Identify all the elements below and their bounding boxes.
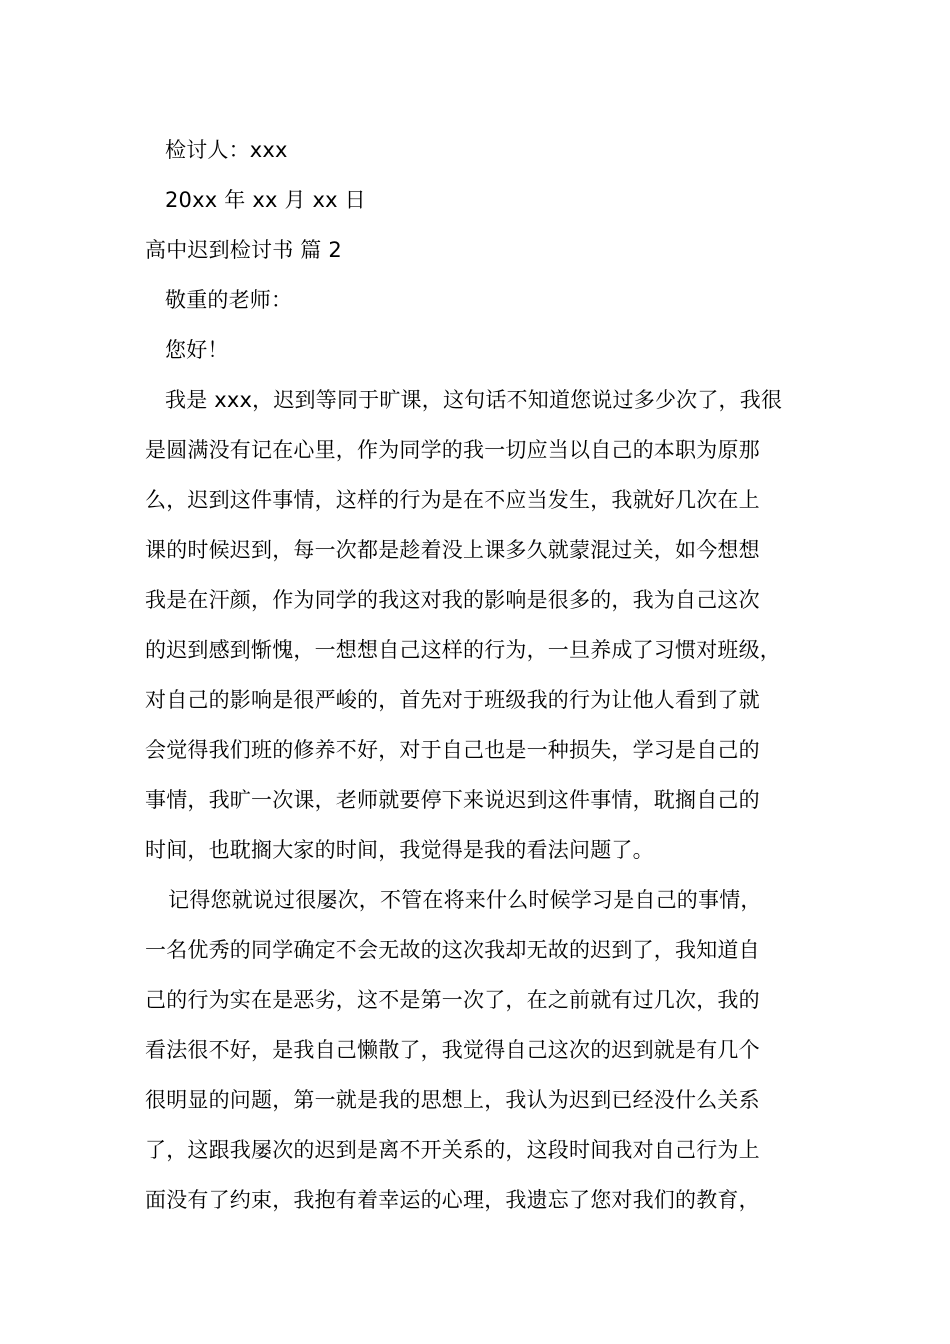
- paragraph-line: 课的时候迟到，每一次都是趁着没上课多久就蒙混过关，如今想想: [145, 538, 760, 562]
- paragraph-line: 是圆满没有记在心里，作为同学的我一切应当以自己的本职为原那: [145, 438, 760, 462]
- paragraph-line: 看法很不好，是我自己懒散了，我觉得自己这次的迟到就是有几个: [145, 1038, 760, 1062]
- paragraph-line: 事情，我旷一次课，老师就要停下来说迟到这件事情，耽搁自己的: [145, 788, 760, 812]
- paragraph-line: 我是在汗颜，作为同学的我这对我的影响是很多的，我为自己这次: [145, 588, 760, 612]
- paragraph-line: 记得您就说过很屡次，不管在将来什么时候学习是自己的事情，: [168, 888, 762, 912]
- signature-line: 检讨人：xxx: [165, 138, 288, 162]
- paragraph-line: 的迟到感到惭愧，一想想自己这样的行为，一旦养成了习惯对班级，: [145, 638, 781, 662]
- paragraph-line: 对自己的影响是很严峻的，首先对于班级我的行为让他人看到了就: [145, 688, 760, 712]
- date-line: 20xx 年 xx 月 xx 日: [165, 188, 366, 212]
- paragraph-line: 时间，也耽搁大家的时间，我觉得是我的看法问题了。: [145, 838, 654, 862]
- paragraph-line: 很明显的问题，第一就是我的思想上，我认为迟到已经没什么关系: [145, 1088, 760, 1112]
- paragraph-line: 我是 xxx，迟到等同于旷课，这句话不知道您说过多少次了，我很: [165, 388, 783, 412]
- paragraph-line: 己的行为实在是恶劣，这不是第一次了，在之前就有过几次，我的: [145, 988, 760, 1012]
- paragraph-line: 么，迟到这件事情，这样的行为是在不应当发生，我就好几次在上: [145, 488, 760, 512]
- greeting: 您好！: [165, 338, 229, 362]
- section-title: 高中迟到检讨书 篇 2: [145, 238, 342, 262]
- paragraph-line: 一名优秀的同学确定不会无故的这次我却无故的迟到了，我知道自: [145, 938, 760, 962]
- paragraph-line: 了，这跟我屡次的迟到是离不开关系的，这段时间我对自己行为上: [145, 1138, 760, 1162]
- paragraph-line: 会觉得我们班的修养不好，对于自己也是一种损失，学习是自己的: [145, 738, 760, 762]
- salutation: 敬重的老师：: [165, 288, 293, 312]
- paragraph-line: 面没有了约束，我抱有着幸运的心理，我遗忘了您对我们的教育，: [145, 1188, 760, 1212]
